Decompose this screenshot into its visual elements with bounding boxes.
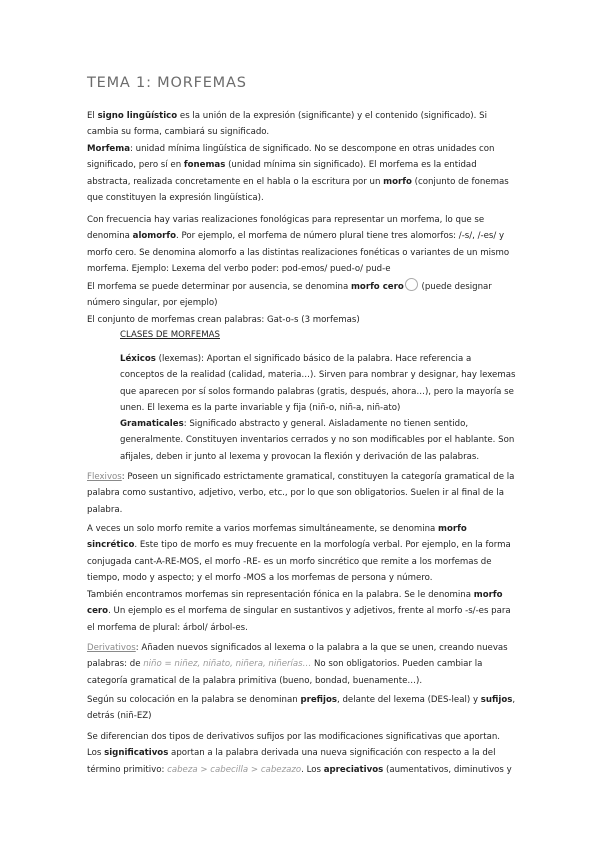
text: es la unión de la expresión (significante) y el contenido (significado). Si cambia su forma, cambiará su significado. (87, 111, 487, 138)
section-heading-clases: CLASES DE MORFEMAS (120, 330, 220, 340)
underlined-term: Derivativos (87, 643, 136, 653)
text: . Por ejemplo, el morfema de número plural tiene tres alomorfos: /-s/, /-es/ y morfo cero. Se denomina alomorfo a las distintas realizaciones fonéticas o variantes de un mismo morfema. Ejemplo: Lexema del verbo poder: pod-emos/ pued-o/ pud-e (87, 231, 510, 274)
bold-term: morfo (383, 176, 412, 187)
bold-term: morfo sincrético (87, 524, 467, 551)
text: El conjunto de morfemas crean palabras: Gat-o-s (3 morfemas) (87, 314, 360, 325)
text: El morfema se puede determinar por ausencia, se denomina (87, 282, 351, 292)
text: , detrás (niñ-EZ) (87, 695, 516, 722)
text: (unidad mínima sin significado). El morfema es la entidad abstracta, realizada concretamente en el habla o la escritura por un (87, 160, 477, 187)
text: Se diferencian dos tipos de derivativos sufijos por las modificaciones significativas que aportan. Los (87, 732, 501, 759)
text: Con frecuencia hay varias realizaciones fonológicas para representar un morfema, lo que se denomina (87, 215, 485, 242)
text: (conjunto de fonemas que constituyen la expresión lingüística). (87, 176, 509, 203)
bold-term: morfo cero (350, 282, 404, 292)
paragraph-morfo-sincretico (87, 521, 517, 586)
paragraph-sufijos (87, 729, 517, 778)
paragraph-lexicos (120, 351, 517, 416)
text: : unidad mínima lingüística de significado. No se descompone en otras unidades con significado, pero sí en (87, 144, 495, 171)
bold-term: alomorfo (132, 231, 177, 242)
bold-term: apreciativos (323, 764, 384, 775)
underlined-term: Flexivos (87, 472, 122, 482)
text: : Significado abstracto y general. Aisladamente no tienen sentido, generalmente. Constituyen inventarios cerrados y no son modificables por el hablante. Son afijales, deben ir junto al lexema y provocan la flexión y derivación de las palabras. (120, 419, 515, 462)
page-title: TEMA 1: MORFEMAS (87, 75, 247, 91)
text: . Este tipo de morfo es muy frecuente en la morfología verbal. Por ejemplo, en la forma conjugada cant-A-RE-MOS, el morfo -RE- es un morfo sincrético que remite a los morfemas de tiempo, modo y aspecto; y el morfo -MOS a los morfemas de persona y número. (87, 540, 511, 583)
paragraph-morfo-cero-2 (87, 587, 517, 636)
text: . Los (301, 764, 324, 775)
bold-term: significativos (104, 748, 169, 759)
text: : Añaden nuevos significados al lexema o la palabra a la que se unen, creando nuevas palabras: de (87, 643, 508, 670)
text: El (87, 111, 98, 121)
empty-set-circle-icon (405, 278, 418, 291)
text: No son obligatorios. Pueden cambiar la categoría gramatical de la palabra primitiva (bueno, bondad, buenamente…). (87, 659, 483, 686)
example-italic: cabeza > cabecilla > cabezazo (167, 764, 302, 775)
paragraph-derivativos (87, 640, 517, 689)
paragraph-prefijos (87, 692, 517, 725)
bold-term: signo lingüístico (97, 111, 178, 121)
bold-term: Gramaticales (120, 419, 184, 429)
bold-term: fonemas (183, 160, 226, 171)
bold-term: prefijos (300, 695, 338, 705)
text: , delante del lexema (DES-leal) y (337, 695, 481, 705)
text: aportan a la palabra derivada una nueva significación con respecto a la del término primitivo: (87, 748, 496, 775)
bold-term: Morfema (87, 144, 131, 154)
bold-term: Léxicos (120, 354, 156, 364)
paragraph-morfema (87, 141, 517, 206)
text: (aumentativos, diminutivos y (383, 764, 512, 775)
paragraph-signo (87, 108, 517, 141)
paragraph-alomorfo (87, 212, 517, 277)
text: : Poseen un significado estrictamente gramatical, constituyen la categoría gramatical de la palabra como sustantivo, adjetivo, verbo, etc., por lo que son obligatorios. Suelen ir al final de la palabra. (87, 472, 515, 515)
text: También encontramos morfemas sin representación fónica en la palabra. Se le denomina (87, 590, 474, 600)
paragraph-morfo-cero (87, 278, 517, 328)
text: (lexemas): Aportan el significado básico de la palabra. Hace referencia a conceptos de la realidad (calidad, materia…). Sirven para nombrar y designar, hay lexemas que aparecen por sí solos formando palabras (gratis, después, ahora…), pero la mayoría se unen. El lexema es la parte invariable y fija (niñ-o, niñ-a, niñ-ato) (120, 354, 516, 413)
text: A veces un solo morfo remite a varios morfemas simultáneamente, se denomina (87, 524, 439, 534)
paragraph-gramaticales (120, 416, 517, 465)
example-italic: niño = niñez, niñato, niñera, niñerías… (143, 659, 312, 670)
text: . Un ejemplo es el morfema de singular en sustantivos y adjetivos, frente al morfo -s/-es para el morfema de plural: árbol/ árbol-es. (87, 606, 511, 633)
bold-term: morfo cero (87, 590, 503, 617)
text: Según su colocación en la palabra se denominan (87, 695, 301, 705)
bold-term: sufijos (480, 695, 513, 705)
paragraph-flexivos (87, 469, 517, 518)
text: (puede designar número singular, por ejemplo) (87, 282, 492, 309)
